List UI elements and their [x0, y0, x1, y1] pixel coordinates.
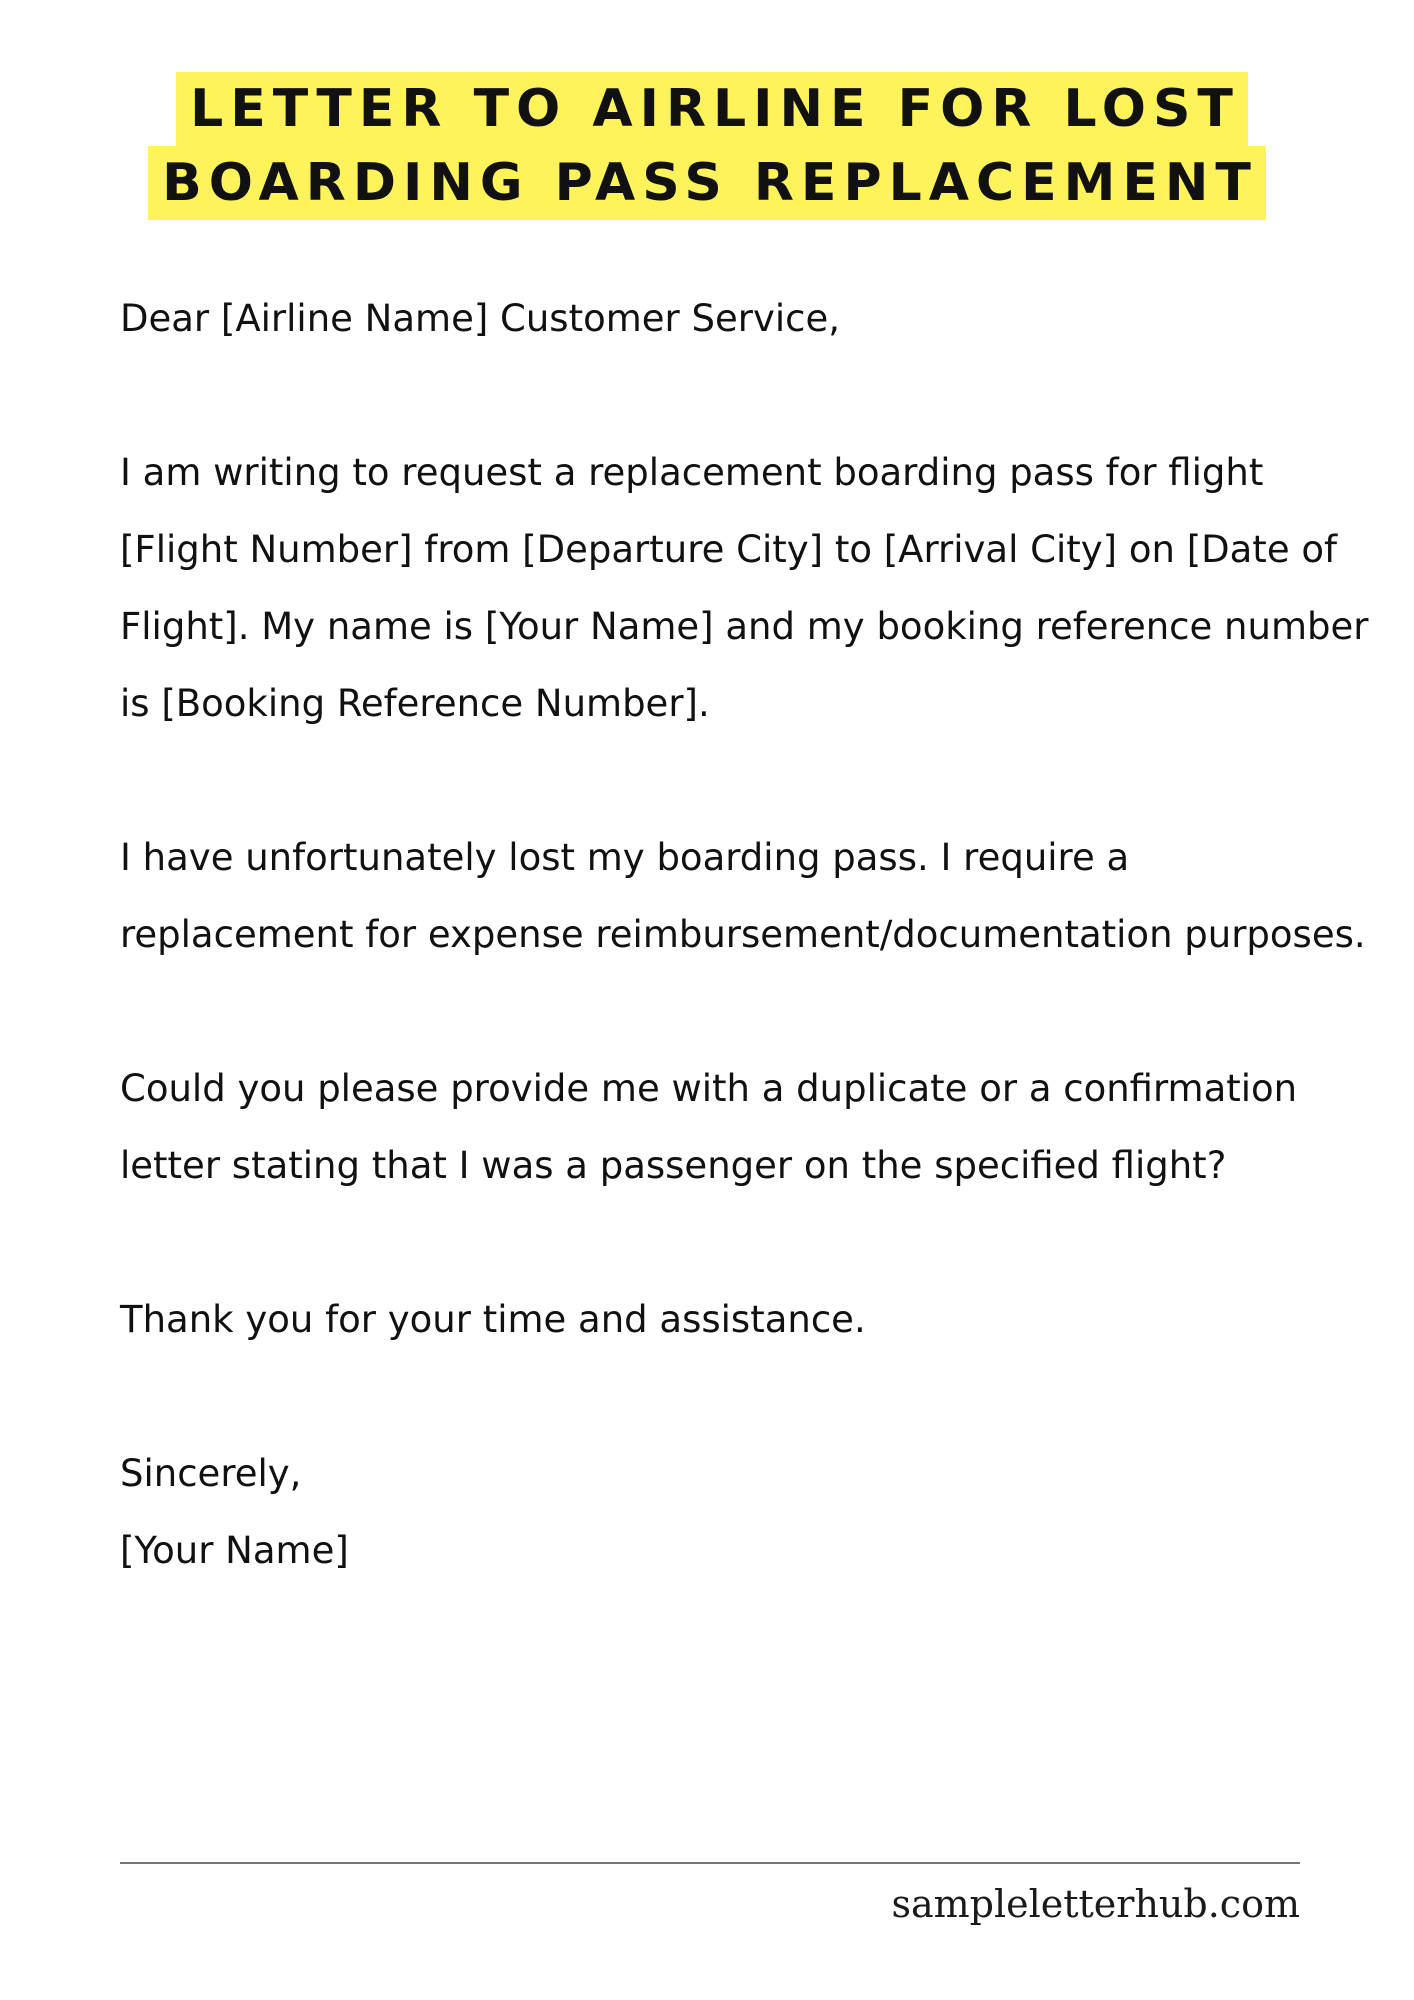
footer-divider — [120, 1862, 1300, 1864]
letter-body — [120, 280, 1370, 1589]
title-line-2: BOARDING PASS REPLACEMENT — [148, 146, 1266, 220]
paragraph-thanks: Thank you for your time and assistance. — [120, 1298, 866, 1341]
closing: Sincerely, — [120, 1452, 302, 1495]
paragraph-lost: I have unfortunately lost my boarding pass. I require a replacement for expense reimbursement/documentation purposes. — [120, 836, 1366, 956]
paragraph-ask: Could you please provide me with a duplicate or a confirmation letter stating that I was a passenger on the specified flight? — [120, 1067, 1298, 1187]
footer-site: sampleletterhub.com — [891, 1882, 1300, 1926]
signature: [Your Name] — [120, 1529, 349, 1572]
title-line-1: LETTER TO AIRLINE FOR LOST — [176, 72, 1248, 146]
letter-title — [0, 72, 1414, 220]
salutation: Dear [Airline Name] Customer Service, — [120, 297, 841, 340]
paragraph-request: I am writing to request a replacement boarding pass for flight [Flight Number] from [Departure City] to [Arrival City] on [Date of Flight]. My name is [Your Name] and my booking reference number is [Booking Reference Number]. — [120, 451, 1369, 725]
